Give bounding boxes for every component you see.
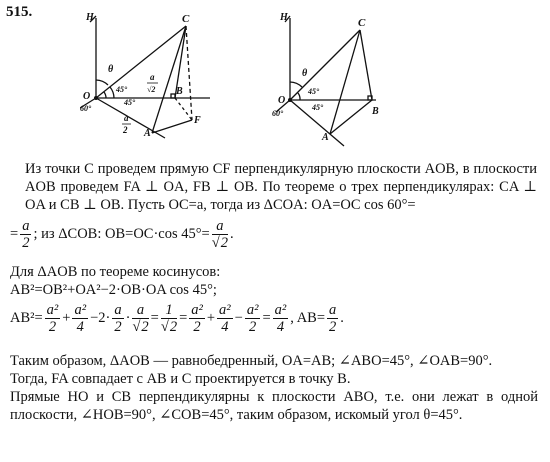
label-ang45-a: 45° bbox=[116, 85, 128, 94]
label-ang60: 60° bbox=[80, 104, 92, 113]
line-ab bbox=[330, 100, 372, 134]
label-ang45-b: 45° bbox=[312, 103, 324, 112]
label-ang45-a: 45° bbox=[308, 87, 320, 96]
label-b: B bbox=[372, 106, 379, 117]
label-o: O bbox=[83, 91, 91, 102]
paragraph-intro: Из точки C проведем прямую CF перпендикулярную плоскости AOB, в плоскости AOB проведем FA ⊥ OA, FB ⊥ OB. По теореме о трех перпендикулярах: CA ⊥ OA и CB ⊥ OB. Пусть OC=a, тогда из ΔCOA: OA=OC cos 60°= bbox=[25, 161, 537, 213]
line-oc bbox=[96, 26, 186, 98]
label-theta: θ bbox=[108, 64, 114, 75]
label-c: C bbox=[182, 13, 190, 25]
label-a: A bbox=[144, 128, 151, 139]
label-a: A bbox=[322, 132, 329, 143]
label-f: F bbox=[194, 115, 201, 126]
problem-number: 515. bbox=[6, 4, 33, 20]
figure-right bbox=[272, 8, 412, 148]
paragraph-conclusion: Таким образом, ΔAOB — равнобедренный, OA=AB; ∠ABO=45°, ∠OAB=90°. Тогда, FA совпадает с AB и C проектируется в точку B. Прямые HO и CB перпендикулярны к плоскости ABO, т.е. они лежат в одной плоскости, ∠HOB=90°, ∠COB=45°, таким образом, искомый угол θ=45°. bbox=[10, 353, 538, 423]
line-ca bbox=[152, 26, 186, 133]
line-oa-ob: = $\frac{a}{2}$ ; из ΔCOB: OB=OC·cos 45°= $\frac{a}{√2}$ . bbox=[10, 218, 234, 251]
frac-a-2: $\frac{a}{2}$ bbox=[22, 218, 30, 251]
label-ang45-b: 45° bbox=[124, 98, 136, 107]
frac-a-sqrt2: $\frac{a}{√2}$ bbox=[211, 218, 228, 251]
line-ab-calc: AB²= $\frac{\text{a²}}{2}$ + $\frac{\text{a²}}{4}$ −2· $\frac{a}{2}$ · $\frac{a}{√2}$ = $\frac{1}{√2}$ = $\frac{\text{a²}}{2}$ + $\frac{\text{a²}}{4}$ − $\frac{\text{a²}}{2}$ = $\frac{\text{a²}}{4}$ , AB= $\frac{a}{2}$ . bbox=[10, 302, 344, 335]
line-cosine-theorem: Для ΔAOB по теореме косинусов: bbox=[10, 264, 221, 280]
figure-left bbox=[80, 8, 230, 148]
label-c: C bbox=[358, 17, 366, 29]
eq-sign: = bbox=[10, 225, 19, 242]
label-a-sqrt2-den: √2 bbox=[147, 85, 156, 94]
label-a2-den: 2 bbox=[123, 125, 128, 135]
text-mid: ; из ΔCOB: OB=OC·cos 45°= bbox=[33, 225, 210, 242]
label-ang60: 60° bbox=[272, 109, 284, 118]
line-cb bbox=[360, 30, 372, 100]
label-b: B bbox=[176, 86, 183, 97]
label-theta: θ bbox=[302, 68, 308, 79]
line-cf bbox=[186, 26, 192, 120]
line-af bbox=[152, 120, 192, 133]
label-a2-num: a bbox=[124, 113, 129, 123]
label-h: H bbox=[86, 12, 94, 23]
label-h: H bbox=[280, 12, 288, 23]
label-a-sqrt2-num: a bbox=[150, 72, 155, 82]
label-o: O bbox=[278, 95, 286, 106]
line-ab-squared-formula: AB²=OB²+OA²−2·OB·OA cos 45°; bbox=[10, 282, 217, 298]
